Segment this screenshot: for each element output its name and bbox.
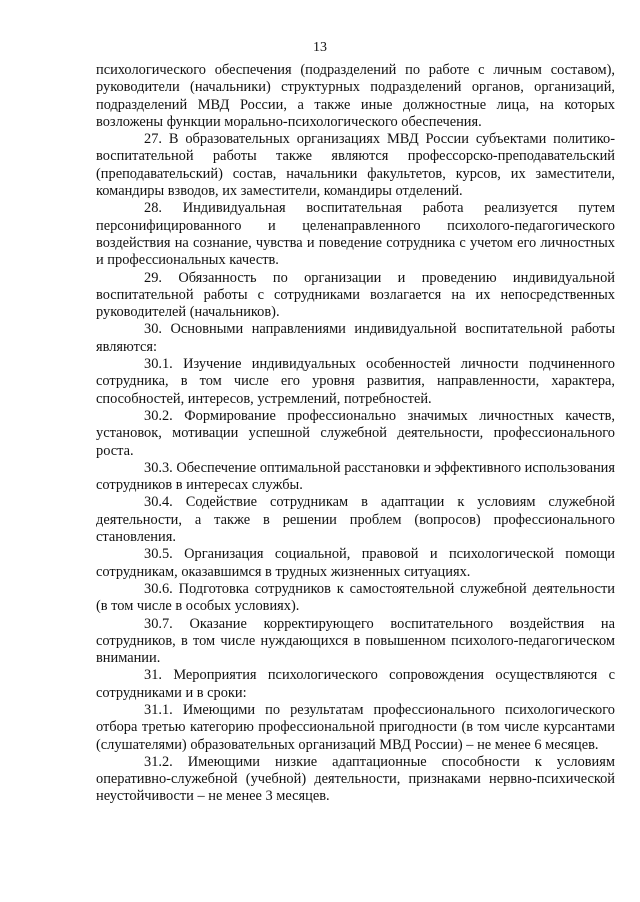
paragraph: 31.1. Имеющими по результатам профессионального психологического отбора третью категорию профессиональной пригодности (в том числе курсантами (слушателями) образовательных организаций МВД России) – не менее 6 месяцев. (96, 701, 615, 753)
paragraph: 30.7. Оказание корректирующего воспитательного воздействия на сотрудников, в том числе нуждающихся в повышенном психолого-педагогическом внимании. (96, 615, 615, 667)
document-body (96, 62, 615, 806)
paragraph: 30.3. Обеспечение оптимальной расстановки и эффективного использования сотрудников в интересах службы. (96, 459, 615, 494)
paragraph: 30.1. Изучение индивидуальных особенностей личности подчиненного сотрудника, в том числе его уровня развития, направленности, характера, способностей, интересов, устремлений, потребностей. (96, 356, 615, 407)
paragraph: 31.2. Имеющими низкие адаптационные способности к условиям оперативно-служебной (учебной) деятельности, признаками нервно-психической неустойчивости – не менее 3 месяцев. (96, 753, 615, 805)
paragraph: 30.4. Содействие сотрудникам в адаптации к условиям служебной деятельности, а также в решении проблем (вопросов) профессионального становления. (96, 494, 615, 546)
paragraph: психологического обеспечения (подразделений по работе с личным составом), руководители (начальники) структурных подразделений органов, организаций, подразделений МВД России, а также иные должностные лица, на которых возложены функции морально-психологического обеспечения. (96, 62, 615, 130)
paragraph: 29. Обязанность по организации и проведению индивидуальной воспитательной работы с сотрудниками возлагается на их непосредственных руководителей (начальников). (96, 269, 615, 321)
paragraph: 31. Мероприятия психологического сопровождения осуществляются с сотрудниками и в сроки: (96, 667, 615, 701)
paragraph: 28. Индивидуальная воспитательная работа реализуется путем персонифицированного и целенаправленного психолого-педагогического воздействия на сознание, чувства и поведение сотрудника с учетом его личностных и профессиональных качеств. (96, 200, 615, 269)
paragraph: 30.5. Организация социальной, правовой и психологической помощи сотрудникам, оказавшимся в трудных жизненных ситуациях. (96, 546, 615, 580)
page-number: 13 (313, 40, 327, 55)
paragraph: 30.2. Формирование профессионально значимых личностных качеств, установок, мотивации успешной служебной деятельности, профессионального роста. (96, 407, 615, 459)
paragraph: 30. Основными направлениями индивидуальной воспитательной работы являются: (96, 321, 615, 355)
paragraph: 30.6. Подготовка сотрудников к самостоятельной служебной деятельности (в том числе в особых условиях). (96, 580, 615, 615)
paragraph: 27. В образовательных организациях МВД России субъектами политико-воспитательной работы также являются профессорско-преподавательский (преподавательский) состав, начальники факультетов, курсов, их заместители, командиры взводов, их заместители, командиры отделений. (96, 131, 615, 200)
